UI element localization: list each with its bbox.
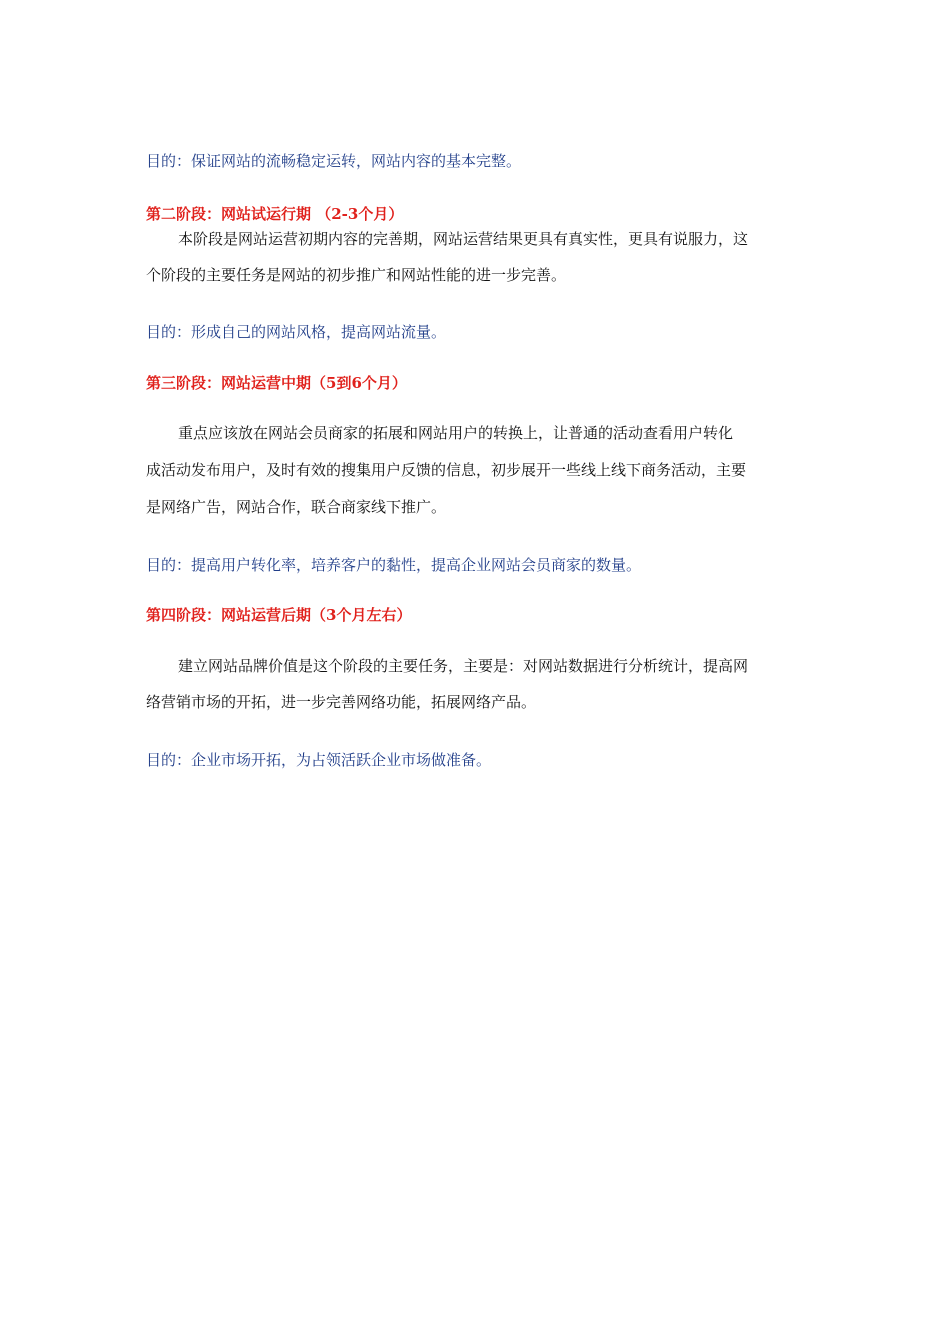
heading-stage-4: 第四阶段：网站运营后期（3个月左右） xyxy=(146,606,412,624)
body-stage-4-line-2: 络营销市场的开拓，进一步完善网络功能，拓展网络产品。 xyxy=(146,693,537,711)
goal-stage-3: 目的：提高用户转化率，培养客户的黏性，提高企业网站会员商家的数量。 xyxy=(146,556,642,574)
body-stage-3-line-2: 成活动发布用户，及时有效的搜集用户反馈的信息，初步展开一些线上线下商务活动，主要 xyxy=(146,461,747,479)
heading-stage-2: 第二阶段：网站试运行期 （2-3个月） xyxy=(146,205,404,223)
body-stage-2-line-2: 个阶段的主要任务是网站的初步推广和网站性能的进一步完善。 xyxy=(146,266,567,284)
goal-stage-2: 目的：形成自己的网站风格，提高网站流量。 xyxy=(146,323,447,341)
goal-stage-4: 目的：企业市场开拓，为占领活跃企业市场做准备。 xyxy=(146,751,492,769)
body-stage-3-line-1: 重点应该放在网站会员商家的拓展和网站用户的转换上，让普通的活动查看用户转化 xyxy=(178,424,734,442)
heading-stage-3: 第三阶段：网站运营中期（5到6个月） xyxy=(146,374,407,392)
body-stage-4-line-1: 建立网站品牌价值是这个阶段的主要任务，主要是：对网站数据进行分析统计，提高网 xyxy=(178,657,749,675)
goal-stage-1: 目的：保证网站的流畅稳定运转，网站内容的基本完整。 xyxy=(146,152,522,170)
body-stage-2-line-1: 本阶段是网站运营初期内容的完善期，网站运营结果更具有真实性，更具有说服力，这 xyxy=(178,230,749,248)
body-stage-3-line-3: 是网络广告，网站合作，联合商家线下推广。 xyxy=(146,498,447,516)
